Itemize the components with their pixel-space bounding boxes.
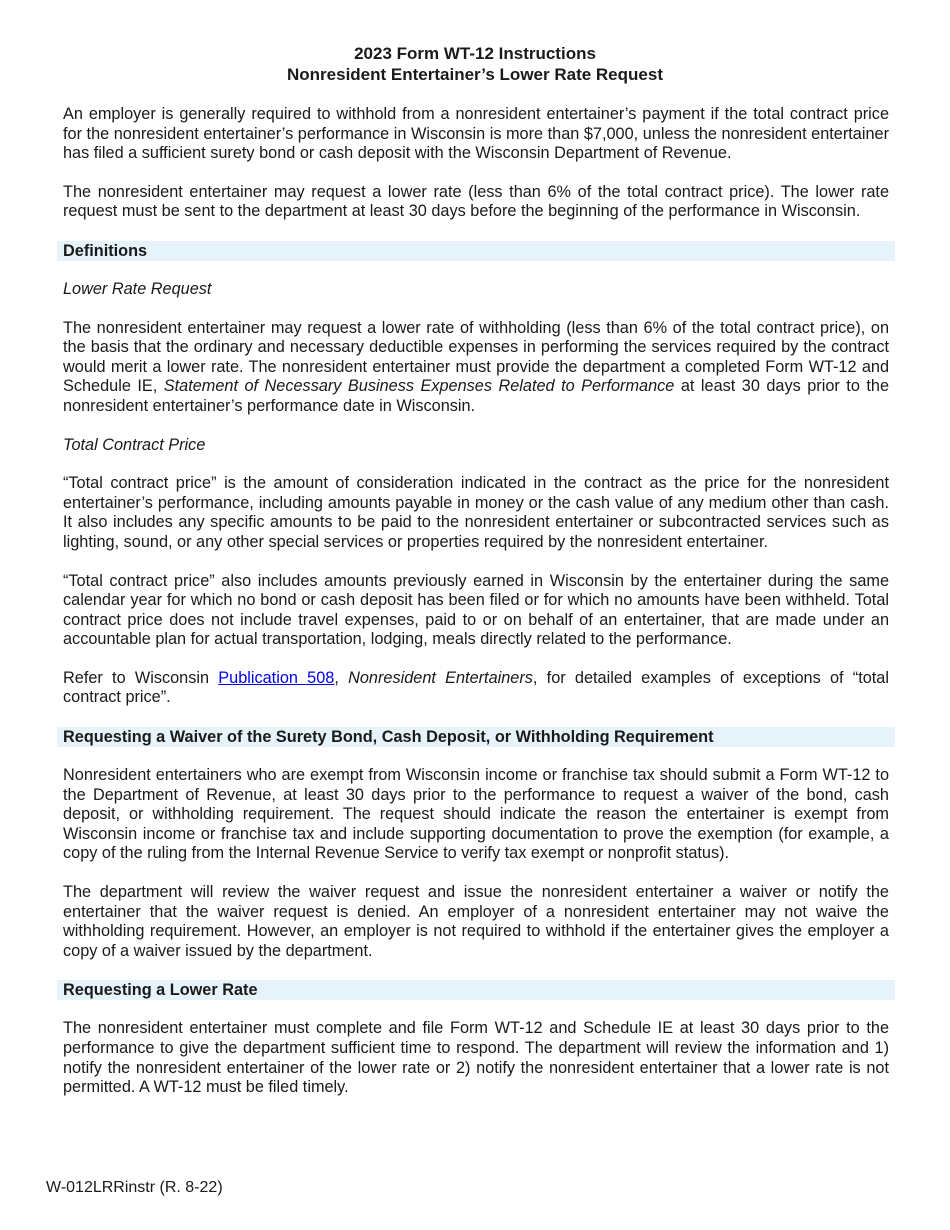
schedule-ie-title: Statement of Necessary Business Expenses Related to Performance (163, 377, 675, 396)
text: , for detailed examples of exceptions of “total contract price”. (63, 668, 889, 707)
total-contract-price-paragraph-1: “Total contract price” is the amount of consideration indicated in the contract as the price for the nonresident entertainer’s performance, including amounts payable in money or the cash value of any medium other than cash. It also includes any specific amounts to be paid to the nonresident entertainer or subcontracted services such as lighting, sound, or any other special services or properties required by the nonresident entertainer. (63, 474, 889, 551)
intro-paragraph-2: The nonresident entertainer may request a lower rate (less than 6% of the total contract price). The lower rate request must be sent to the department at least 30 days before the beginning of the performance in Wisconsin. (63, 182, 889, 221)
lower-rate-request-paragraph (63, 319, 889, 417)
document-body (63, 105, 889, 1117)
text: , (334, 668, 349, 687)
section-heading-waiver: Requesting a Waiver of the Surety Bond, Cash Deposit, or Withholding Requirement (57, 727, 895, 747)
intro-paragraph-1: An employer is generally required to withhold from a nonresident entertainer’s payment if the total contract price for the nonresident entertainer’s performance in Wisconsin is more than $7,000, unless the nonresident entertainer has filed a sufficient surety bond or cash deposit with the Wisconsin Department of Revenue. (63, 105, 889, 163)
section-heading-definitions: Definitions (57, 241, 895, 261)
publication-title: Nonresident Entertainers (348, 668, 533, 687)
waiver-paragraph-1: Nonresident entertainers who are exempt from Wisconsin income or franchise tax should submit a Form WT-12 to the Department of Revenue, at least 30 days prior to the performance to request a waiver of the bond, cash deposit, or withholding requirement. The request should indicate the reason the entertainer is exempt from Wisconsin income or franchise tax and include supporting documentation to prove the exemption (for example, a copy of the ruling from the Internal Revenue Service to verify tax exempt or nonprofit status). (63, 766, 889, 863)
form-footer-code: W-012LRRinstr (R. 8-22) (46, 1179, 223, 1196)
section-heading-lower-rate: Requesting a Lower Rate (57, 980, 895, 1000)
text: The nonresident entertainer may request a lower rate of withholding (less than 6% of the total contract price), on the basis that the ordinary and necessary deductible expenses in performing the services required by the contract would merit a lower rate. The nonresident entertainer must provide the department a completed Form WT-12 and Schedule IE, (63, 318, 889, 396)
text: at least 30 days prior to the nonresident entertainer’s performance date in Wisconsin. (63, 377, 889, 415)
waiver-paragraph-2: The department will review the waiver request and issue the nonresident entertainer a waiver or notify the entertainer that the waiver request is denied. An employer of a nonresident entertainer may not waive the withholding requirement. However, an employer is not required to withhold if the entertainer gives the employer a copy of a waiver issued by the department. (63, 883, 889, 960)
reference-paragraph (63, 669, 889, 708)
subheading-lower-rate-request: Lower Rate Request (63, 279, 212, 298)
publication-508-link[interactable]: Publication 508 (218, 668, 335, 687)
subheading-total-contract-price: Total Contract Price (63, 435, 206, 454)
document-title (0, 43, 950, 85)
title-line-2: Nonresident Entertainer’s Lower Rate Request (287, 65, 663, 84)
text: Refer to Wisconsin (63, 668, 219, 687)
total-contract-price-paragraph-2: “Total contract price” also includes amounts previously earned in Wisconsin by the entertainer during the same calendar year for which no bond or cash deposit has been filed or for which no amounts have been withheld. Total contract price does not include travel expenses, paid to or on behalf of an entertainer, that are made under an accountable plan for actual transportation, lodging, meals directly related to the performance. (63, 571, 889, 649)
lower-rate-paragraph: The nonresident entertainer must complete and file Form WT-12 and Schedule IE at least 30 days prior to the performance to give the department sufficient time to respond. The department will review the information and 1) notify the nonresident entertainer of the lower rate or 2) notify the nonresident entertainer that a lower rate is not permitted. A WT-12 must be filed timely. (63, 1019, 889, 1097)
title-line-1: 2023 Form WT-12 Instructions (354, 44, 596, 63)
